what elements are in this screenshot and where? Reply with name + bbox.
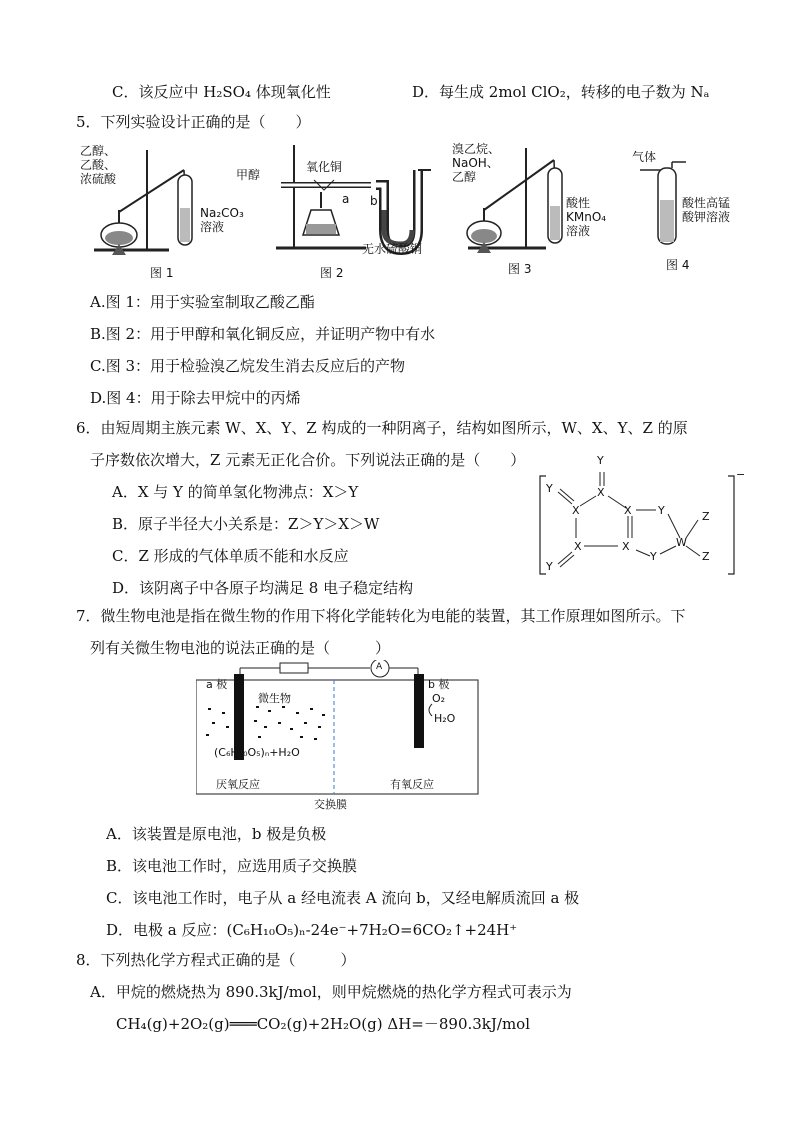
figure-3-tube-line: KMnO₄ xyxy=(566,210,607,224)
q7-stem-line1: 7．微生物电池是指在微生物的作用下将化学能转化为电能的装置，其工作原理如图所示。下 xyxy=(76,607,686,625)
q6-option-b: B．原子半径大小关系是：Z＞Y＞X＞W xyxy=(112,515,380,533)
atom-w: W xyxy=(676,536,687,549)
q8-stem: 8．下列热化学方程式正确的是（ ） xyxy=(76,951,356,969)
q8-equation-a: CH₄(g)+2O₂(g)═══CO₂(g)+2H₂O(g) ΔH=－890.3kJ/mol xyxy=(116,1015,531,1033)
ammeter-label: A xyxy=(376,662,383,672)
figure-3-reagent-line: NaOH、 xyxy=(452,156,499,170)
atom-y-lower: Y xyxy=(650,550,657,563)
figure-4-tube-line: 酸性高锰 xyxy=(682,196,731,210)
figure-4-tube-label xyxy=(682,196,730,224)
q7-option-b: B．该电池工作时，应选用质子交换膜 xyxy=(106,857,358,875)
anion-structure-svg xyxy=(538,452,748,582)
q7-option-d: D．电极 a 反应：(C₆H₁₀O₅)ₙ-24e⁻+7H₂O=6CO₂↑+24H⁺ xyxy=(106,921,518,939)
figure-2-anhydrous: 无水硫酸铜 xyxy=(362,242,423,256)
atom-y-left: Y xyxy=(546,482,553,495)
figure-3 xyxy=(452,138,616,278)
atom-x-bottom-left: X xyxy=(574,540,582,553)
substrate-label: (C₆H₁₀O₅)ₙ+H₂O xyxy=(214,746,300,759)
figure-1-reagent-line: 乙酸、 xyxy=(80,158,117,172)
figure-3-tube-line: 酸性 xyxy=(566,196,591,210)
anaerobic-label: 厌氧反应 xyxy=(216,778,260,791)
figure-3-reagents xyxy=(452,142,500,184)
figure-3-caption: 图 3 xyxy=(508,262,532,276)
figure-2-methanol: 甲醇 xyxy=(236,168,261,182)
figure-1-reagent-line: 浓硫酸 xyxy=(80,172,117,186)
atom-y-upper: Y xyxy=(658,504,665,517)
figure-2 xyxy=(236,140,436,280)
q8-option-a: A．甲烷的燃烧热为 890.3kJ/mol，则甲烷燃烧的热化学方程式可表示为 xyxy=(90,983,572,1001)
atom-x-bottom-right: X xyxy=(622,540,630,553)
figure-3-reagent-line: 乙醇 xyxy=(452,170,477,184)
q7-option-a: A．该装置是原电池，b 极是负极 xyxy=(106,825,327,843)
atom-z-upper: Z xyxy=(702,510,710,523)
atom-x-top: X xyxy=(597,486,605,499)
figure-4-caption: 图 4 xyxy=(666,258,690,272)
microbial-cell-figure xyxy=(196,660,560,810)
figure-1-reagents xyxy=(80,144,116,186)
anion-charge: − xyxy=(736,468,746,481)
q6-stem-line1: 6．由短周期主族元素 W、X、Y、Z 构成的一种阴离子，结构如图所示，W、X、Y、Z 的原 xyxy=(76,419,688,437)
atom-x-left: X xyxy=(572,504,580,517)
figure-3-tube-label xyxy=(566,196,606,238)
figure-4-tube-line: 酸钾溶液 xyxy=(682,210,731,224)
atom-y-bottom: Y xyxy=(546,560,553,573)
figure-1-caption: 图 1 xyxy=(150,266,174,280)
water-label: H₂O xyxy=(434,712,456,725)
figure-3-tube-line: 溶液 xyxy=(566,224,591,238)
q7-option-c: C．该电池工作时，电子从 a 经电流表 A 流向 b，又经电解质流回 a 极 xyxy=(106,889,580,907)
figure-1 xyxy=(80,140,244,280)
membrane-label: 交换膜 xyxy=(314,798,347,811)
q5-stem: 5．下列实验设计正确的是（ ） xyxy=(76,113,311,131)
anion-structure xyxy=(538,452,748,582)
figure-1-tube-line: 溶液 xyxy=(200,220,225,234)
atom-z-lower: Z xyxy=(702,550,710,563)
atom-x-right: X xyxy=(624,504,632,517)
figure-1-tube-line: Na₂CO₃ xyxy=(200,206,244,220)
q5-option-d: D.图 4：用于除去甲烷中的丙烯 xyxy=(90,389,301,407)
q6-option-a: A．X 与 Y 的简单氢化物沸点：X＞Y xyxy=(112,483,359,501)
figure-4 xyxy=(626,140,746,280)
cathode-label: b 极 xyxy=(428,678,450,691)
figure-2-caption: 图 2 xyxy=(320,266,344,280)
q7-stem-line2: 列有关微生物电池的说法正确的是（ ） xyxy=(90,639,391,657)
figure-2-label-b: b xyxy=(370,194,378,208)
microbe-label: 微生物 xyxy=(258,692,291,705)
anode-label: a 极 xyxy=(206,678,228,691)
q4-option-d: D．每生成 2mol ClO₂，转移的电子数为 Nₐ xyxy=(412,83,710,101)
q6-option-d: D．该阴离子中各原子均满足 8 电子稳定结构 xyxy=(112,579,414,597)
atom-y-top: Y xyxy=(597,454,604,467)
q4-option-c: C．该反应中 H₂SO₄ 体现氧化性 xyxy=(112,83,331,101)
figure-2-label-a: a xyxy=(342,192,350,206)
figure-2-cuo: 氧化铜 xyxy=(306,160,343,174)
q5-option-a: A.图 1：用于实验室制取乙酸乙酯 xyxy=(90,293,315,311)
oxygen-label: O₂ xyxy=(432,692,446,705)
aerobic-label: 有氧反应 xyxy=(390,778,434,791)
figure-1-reagent-line: 乙醇、 xyxy=(80,144,117,158)
figure-4-gas: 气体 xyxy=(632,150,657,164)
q5-option-b: B.图 2：用于甲醇和氧化铜反应，并证明产物中有水 xyxy=(90,325,436,343)
q6-option-c: C．Z 形成的气体单质不能和水反应 xyxy=(112,547,349,565)
figure-3-reagent-line: 溴乙烷、 xyxy=(452,142,501,156)
q5-option-c: C.图 3：用于检验溴乙烷发生消去反应后的产物 xyxy=(90,357,406,375)
q6-stem-line2: 子序数依次增大，Z 元素无正化合价。下列说法正确的是（ ） xyxy=(90,451,526,469)
